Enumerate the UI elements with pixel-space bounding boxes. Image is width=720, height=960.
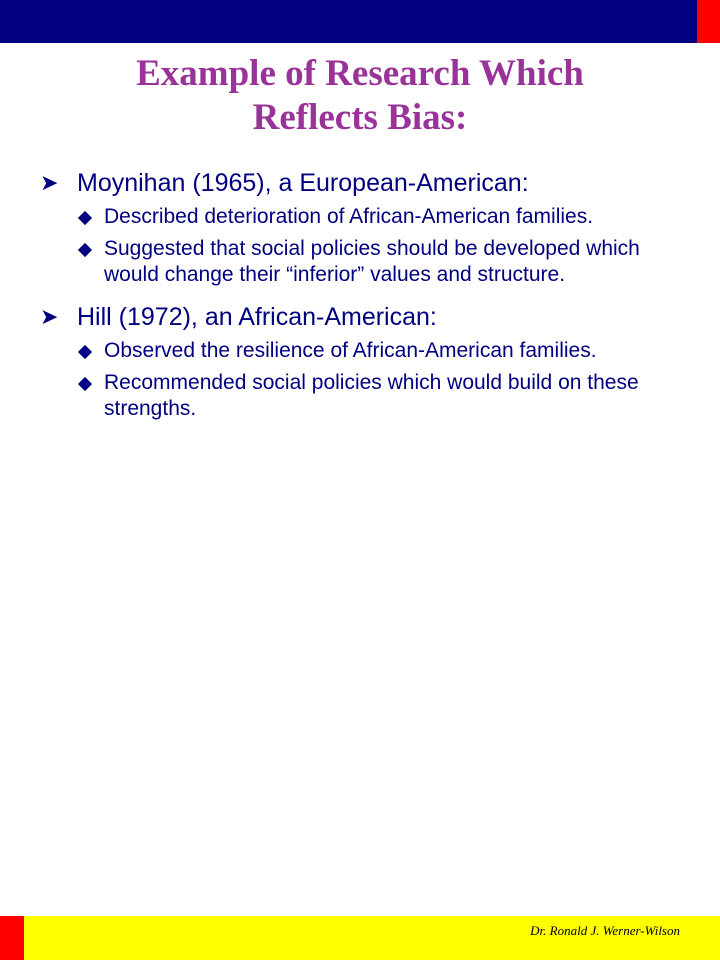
level2-bullet <box>80 204 690 230</box>
slide-content <box>40 168 690 436</box>
top-banner <box>0 0 720 43</box>
level2-bullet <box>80 236 690 288</box>
diamond-icon <box>78 243 92 257</box>
level1-bullet <box>40 302 690 332</box>
bottom-red-accent <box>0 916 24 960</box>
arrowhead-icon: ➤ <box>40 170 59 195</box>
bullet-text: Moynihan (1965), a European-American: <box>77 169 529 197</box>
level1-bullet <box>40 168 690 198</box>
author-footer: Dr. Ronald J. Werner-Wilson <box>530 923 680 938</box>
point-moynihan <box>40 168 690 288</box>
title-line-2: Reflects Bias: <box>252 97 468 138</box>
sub-list <box>40 204 690 288</box>
sub-bullet-text: Described deterioration of African-American families. <box>104 205 594 228</box>
arrowhead-icon: ➤ <box>40 304 59 329</box>
bullet-text: Hill (1972), an African-American: <box>77 303 437 331</box>
diamond-icon <box>78 377 92 391</box>
point-hill <box>40 302 690 422</box>
top-red-accent <box>697 0 720 43</box>
sub-bullet-text: Observed the resilience of African-American families. <box>104 339 597 362</box>
diamond-icon <box>78 345 92 359</box>
sub-bullet-text: Recommended social policies which would build on these strengths. <box>104 371 639 420</box>
diamond-icon <box>78 211 92 225</box>
sub-bullet-text: Suggested that social policies should be developed which would change their “inferior” values and structure. <box>104 237 640 286</box>
slide-title <box>70 52 650 140</box>
level2-bullet <box>80 338 690 364</box>
level2-bullet <box>80 370 690 422</box>
sub-list <box>40 338 690 422</box>
title-line-1: Example of Research Which <box>136 53 584 94</box>
